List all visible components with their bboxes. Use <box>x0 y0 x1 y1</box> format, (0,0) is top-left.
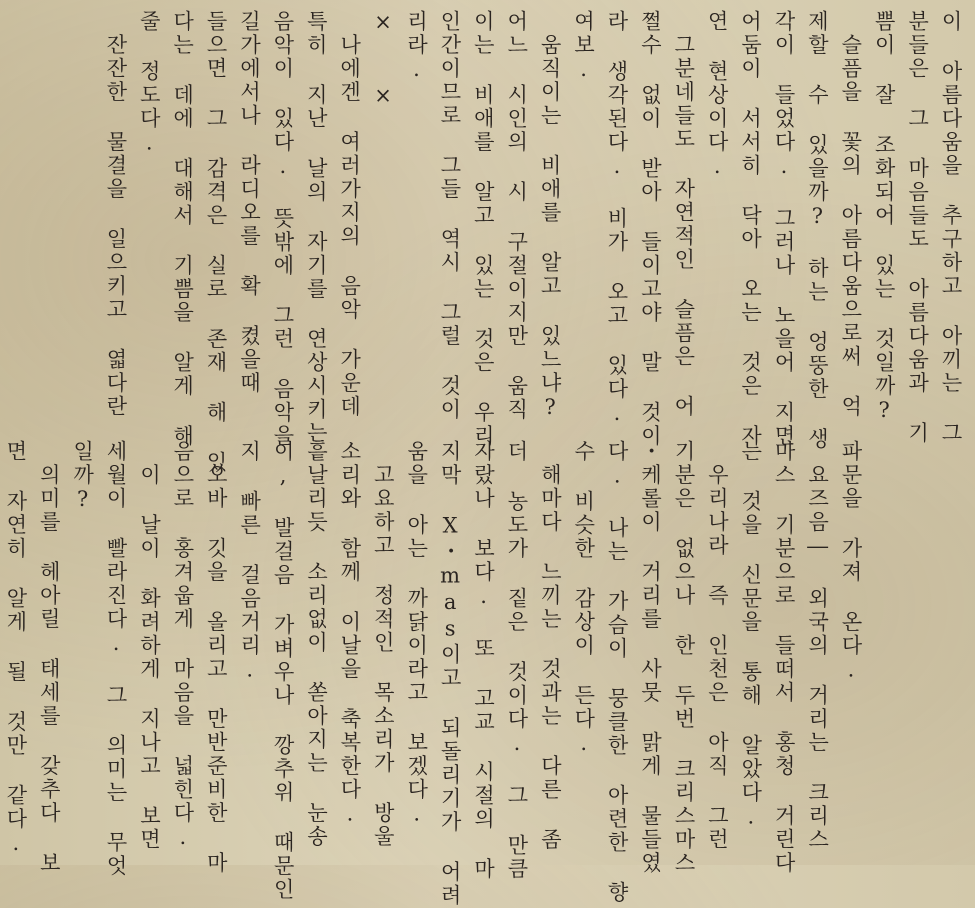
text-column: 각이 들었다. 그러나 노을어 지면 <box>771 10 796 448</box>
text-column: 분들은 그 마음들도 아름다움과 기 <box>905 10 930 445</box>
text-column: 특히 지난 날의 자기를 연상시키는 <box>304 10 329 445</box>
text-column: 파문을 가져 온다. <box>839 440 863 684</box>
text-column: 쩔수 없이 받아 들이고야 말 것이 <box>638 10 663 448</box>
text-column: 자랐나 보다. 또 고교 시절의 마 <box>471 440 496 881</box>
text-column: 지 빠른 걸음거리. <box>237 440 262 684</box>
text-column: 다는 데에 대해서 기쁨을 알게 해 <box>170 10 195 448</box>
text-column: 슬픔을 꽃의 아름다움으로써 억 <box>838 10 863 419</box>
text-column: 쁨이 잘 조화되어 있는 것일까? <box>872 10 897 425</box>
text-column: 그분네들도 자연적인 슬픔은 어 <box>671 10 696 419</box>
text-column: 리라. <box>404 10 429 84</box>
text-column: 움직이는 비애를 알고 있느냐? <box>538 10 563 422</box>
text-column: 흩날리듯 소리없이 쏟아지는 눈송 <box>304 440 329 849</box>
text-column: 는 것을 신문을 통해 알았다. <box>738 440 763 831</box>
text-column: 수 비슷한 감상이 든다. <box>571 440 596 758</box>
top-text-block <box>52 10 967 475</box>
bottom-text-block <box>0 440 867 908</box>
text-column: 다. 나는 가슴이 뭉클한 아련한 향 <box>605 440 630 905</box>
text-column: 우리나라 즉 인천은 아직 그런 <box>705 440 730 852</box>
text-column: 제할 수 있을까? 하는 엉뚱한 생 <box>805 10 830 451</box>
text-column: 잔잔한 물결을 일으키고 엷다란 <box>103 10 128 419</box>
text-column: 마스 기분으로 들떠서 홍청 거린다 <box>772 440 797 875</box>
text-column: 나에겐 여러가지의 음악 가운데 <box>337 10 362 419</box>
text-column: ・케롤이 거리를 사뭇 맑게 물들였 <box>638 440 663 875</box>
text-column: 오바 깃을 올리고 만반준비한 마 <box>204 440 229 875</box>
text-column: 기분은 없으나 한 두번 크리스마스 <box>671 440 696 875</box>
text-column: 어둠이 서서히 닥아 오는 것은 자 <box>738 10 763 448</box>
text-column: 이 날이 화려하게 지나고 보면 <box>137 440 162 852</box>
text-column: 세월이 빨라진다. 그 의미는 무엇 <box>104 440 129 878</box>
section-separator: × × <box>371 10 396 110</box>
text-column: 의미를 헤아릴 태세를 갖추다 보 <box>37 440 62 875</box>
text-column: 지막 X・mas이고 되돌리기가 어려 <box>438 440 463 908</box>
text-column: 면 자연히 알게 될 것만 같다. <box>3 440 28 858</box>
text-column: 라 생각된다. 비가 오고 있다. <box>604 10 629 428</box>
text-column: 이 아름다움을 추구하고 아끼는 그 <box>939 10 963 445</box>
text-column: 음악이 있다. 뜻밖에 그런 음악을 <box>270 10 295 448</box>
text-column: 더 농도가 짙은 것이다. 그 만큼 <box>504 440 529 881</box>
text-column: 해마다 느끼는 것과는 다른 좀 <box>538 440 563 852</box>
text-column: 들으면 그 감격은 실로 존재 해 있 <box>204 10 229 475</box>
text-column: 길가에서나 라디오를 확 켰을때 <box>237 10 262 395</box>
text-column: 움을 아는 까닭이라고 보겠다. <box>404 440 429 828</box>
text-column: 어느 시인의 시 구절이지만 움직 <box>504 10 529 422</box>
text-column: 고요하고 정적인 목소리가 방울 <box>371 440 396 849</box>
text-column: 소리와 함께 이날을 축복한다. <box>337 440 362 828</box>
text-column: 일까? <box>70 440 95 514</box>
text-column: 여보. <box>571 10 596 84</box>
text-column: 인간이므로 그들 역시 그럴 것이 <box>437 10 462 422</box>
text-column: 이는 비애를 알고 있는 것은 우리 <box>471 10 496 448</box>
text-column: 연 현상이다. <box>705 10 730 181</box>
text-column: 이, 발걸음 가벼우나 깡추위 때문인 <box>271 440 296 902</box>
text-column: 요즈음― 외국의 거리는 크리스 <box>805 440 830 852</box>
text-column: 음으로 홍겨웁게 마음을 넓힌다. <box>170 440 195 852</box>
text-column: 줄 정도다. <box>137 10 162 157</box>
